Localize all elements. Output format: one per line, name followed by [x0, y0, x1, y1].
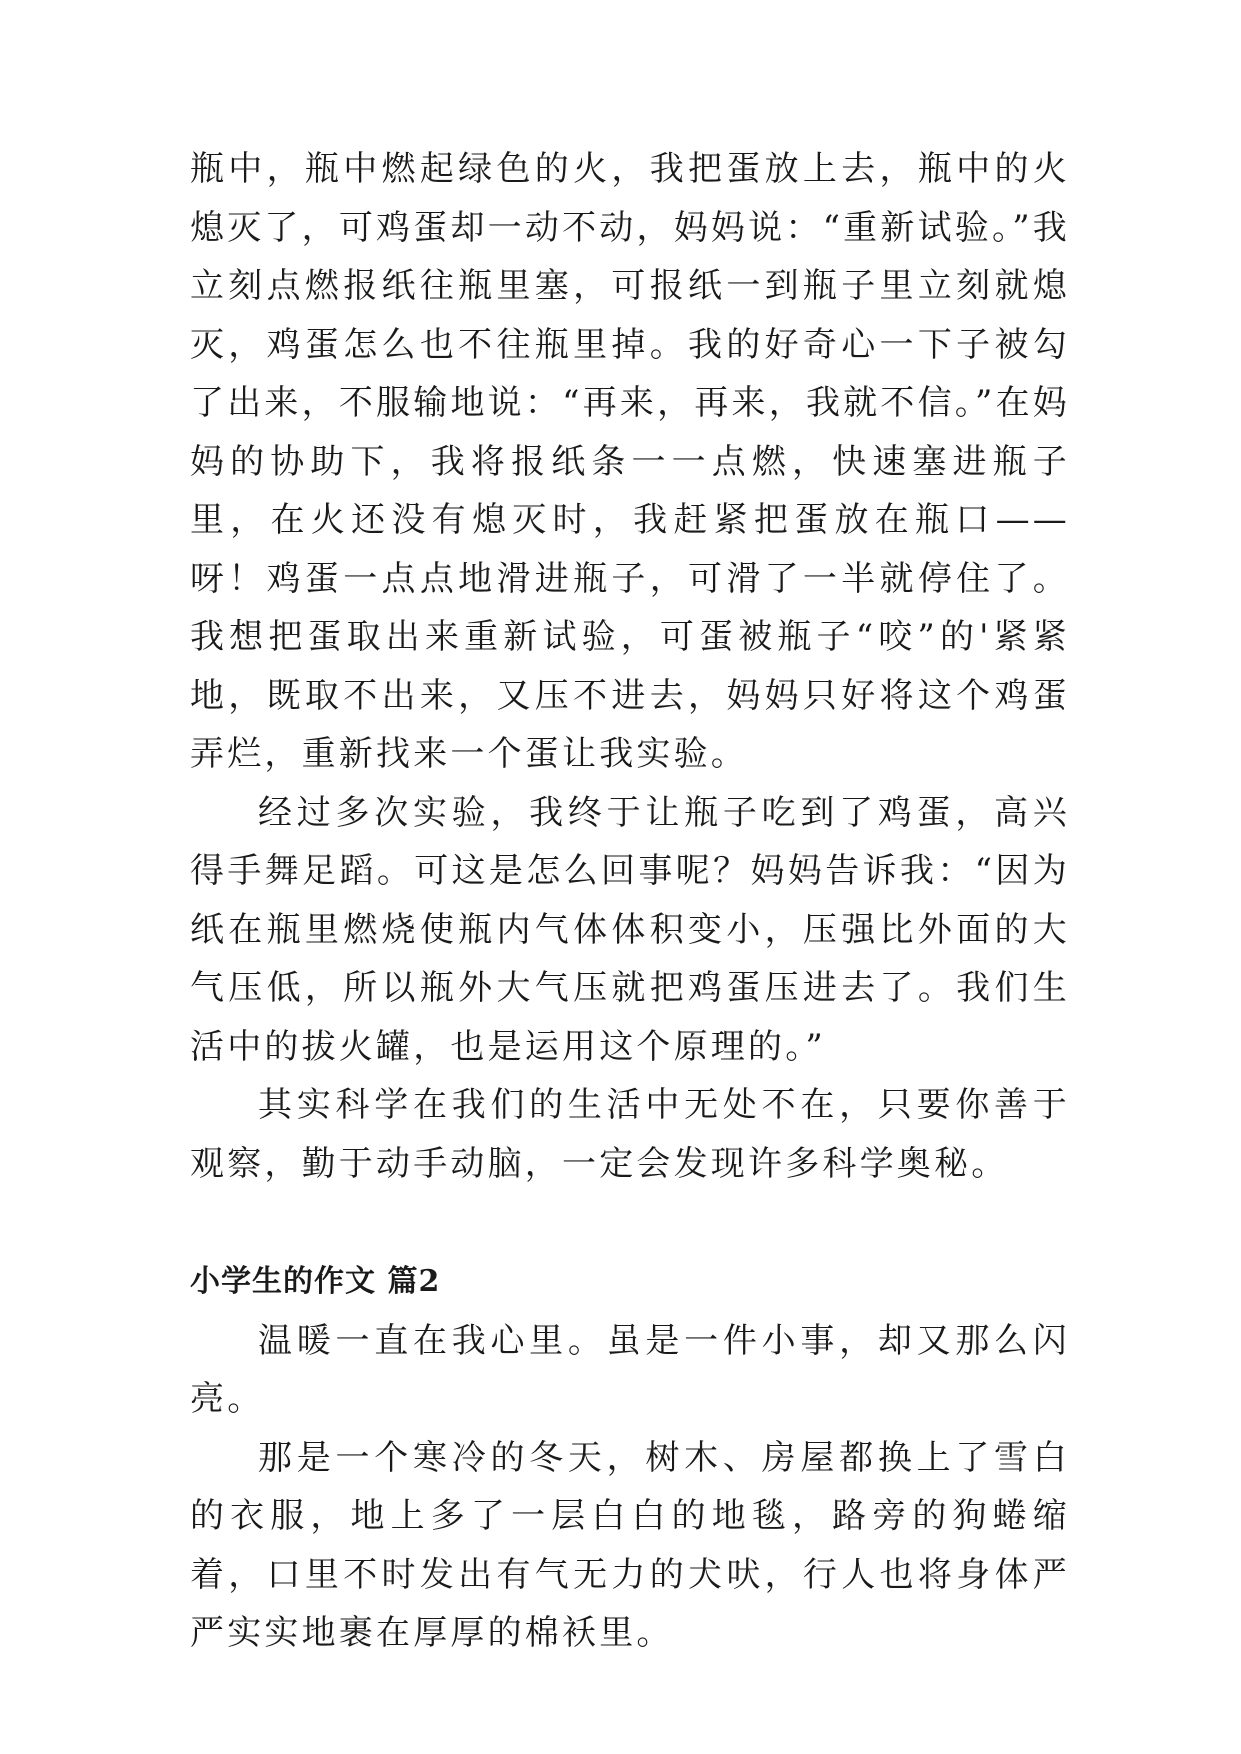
paragraph: 那是一个寒冷的冬天，树木、房屋都换上了雪白的衣服，地上多了一层白白的地毯，路旁的狗蜷缩着，口里不时发出有气无力的犬吠，行人也将身体严严实实地裹在厚厚的棉袄里。 — [190, 1437, 1070, 1653]
section-gap — [190, 1193, 1070, 1253]
paragraph: 经过多次实验，我终于让瓶子吃到了鸡蛋，高兴得手舞足蹈。可这是怎么回事呢？妈妈告诉我：“因为纸在瓶里燃烧使瓶内气体体积变小，压强比外面的大气压低，所以瓶外大气压就把鸡蛋压进去了。我们生活中的拔火罐，也是运用这个原理的。” — [190, 792, 1070, 1067]
paragraph: 瓶中，瓶中燃起绿色的火，我把蛋放上去，瓶中的火熄灭了，可鸡蛋却一动不动，妈妈说：“重新试验。”我立刻点燃报纸往瓶里塞，可报纸一到瓶子里立刻就熄灭，鸡蛋怎么也不往瓶里掉。我的好奇心一下子被勾了出来，不服输地说：“再来，再来，我就不信。”在妈妈的协助下，我将报纸条一一点燃，快速塞进瓶子里，在火还没有熄灭时，我赶紧把蛋放在瓶口——呀！鸡蛋一点点地滑进瓶子，可滑了一半就停住了。我想把蛋取出来重新试验，可蛋被瓶子“咬”的'紧紧地，既取不出来，又压不进去，妈妈只好将这个鸡蛋弄烂，重新找来一个蛋让我实验。 — [190, 149, 1070, 774]
document-page — [190, 140, 1070, 1663]
section-title: 小学生的作文 篇2 — [190, 1264, 441, 1299]
paragraph: 温暖一直在我心里。虽是一件小事，却又那么闪亮。 — [190, 1320, 1070, 1419]
paragraph: 其实科学在我们的生活中无处不在，只要你善于观察，勤于动手动脑，一定会发现许多科学奥秘。 — [190, 1085, 1070, 1184]
